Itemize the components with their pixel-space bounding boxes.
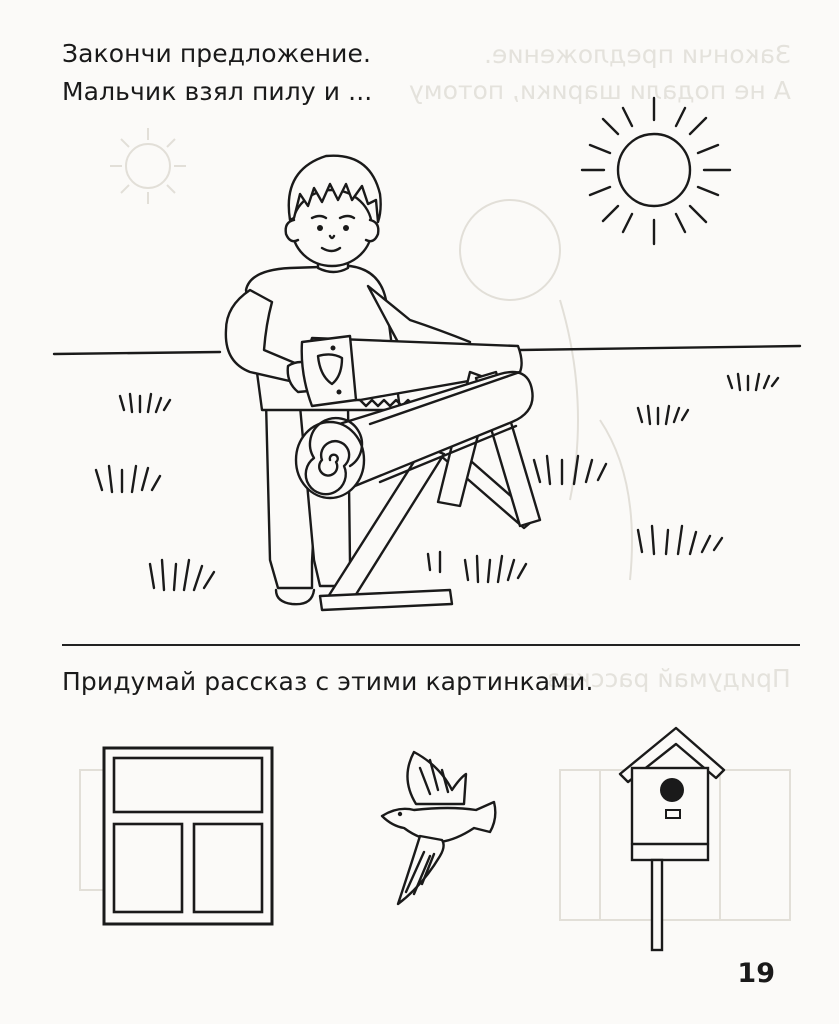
- bleed-through-text: А не подали шарики, потому: [409, 76, 791, 105]
- section-divider: [62, 644, 800, 646]
- page-number: 19: [737, 958, 775, 989]
- scene-illustration: [50, 110, 810, 610]
- sun-icon: [582, 98, 730, 244]
- birdhouse-icon: [616, 724, 736, 954]
- window-icon: [100, 744, 280, 934]
- bleed-through-text: Закончи предложение.: [483, 40, 791, 69]
- bird-icon: [380, 748, 510, 918]
- task1-sentence-start: Мальчик взял пилу и ...: [62, 77, 373, 106]
- bleed-through-text: Придумай рассказ: [547, 664, 791, 693]
- task2-instruction: Придумай рассказ с этими картинками.: [62, 667, 594, 696]
- task1-instruction: Закончи предложение.: [62, 39, 372, 68]
